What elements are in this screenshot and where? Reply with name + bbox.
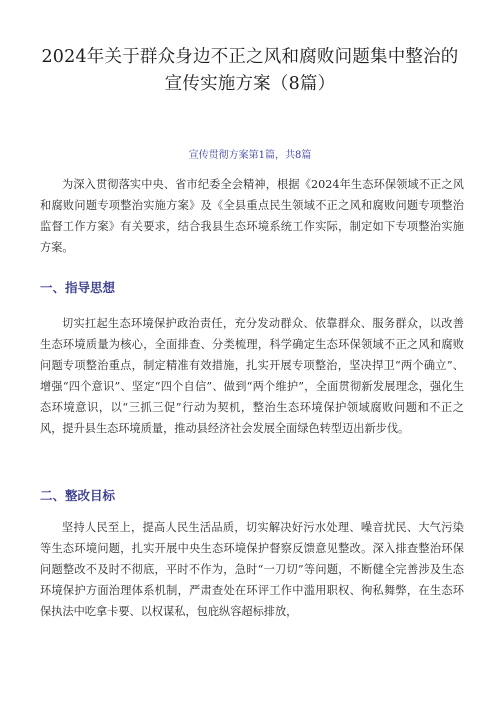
title-line-1: 2024年关于群众身边不正之风和腐败问题集中整治的 [41, 47, 459, 67]
title-line-2: 宣传实施方案（8篇） [164, 74, 336, 94]
section-paragraph-rectification-goals: 坚持人民至上，提高人民生活品质，切实解决好污水处理、噪音扰民、大气污染等生态环境问题，扎实开展中央生态环境保护督察反馈意见整改。深入排查整治环保问题整改不及时不彻底，平时不作为，急时“一刀切”等问题，不断健全完善涉及生态环境保护方面治理体系机制，严肃查处在环评工作中滥用职权、徇私舞弊，在生态环保执法中吃拿卡要、以权谋私，包庇纵容超标排放， [40, 521, 464, 618]
document-title [20, 44, 480, 98]
section-paragraph-guiding-ideology: 切实扛起生态环境保护政治责任，充分发动群众、依靠群众、服务群众，以改善生态环境质量为核心，全面排查、分类梳理，科学确定生态环保领域不正之风和腐败问题专项整治重点，制定精准有效措施，扎实开展专项整治，坚决捍卫“两个确立”、增强“四个意识”、坚定“四个自信”、做到“两个维护”，全面贯彻新发展理念，强化生态环境意识，以“三抓三促”行动为契机，整治生态环境保护领域腐败问题和不正之风，提升县生态环境质量，推动县经济社会发展全面绿色转型迈出新步伐。 [40, 317, 464, 435]
section-heading-rectification-goals: 二、整改目标 [40, 488, 116, 503]
intro-paragraph: 为深入贯彻落实中央、省市纪委全会精神，根据《2024年生态环保领域不正之风和腐败问题专项整治实施方案》及《全县重点民生领域不正之风和腐败问题专项整治监督工作方案》有关要求，结合我县生态环境系统工作实际，制定如下专项整治实施方案。 [40, 178, 464, 254]
document-subtitle: 宣传贯彻方案第1篇，共8篇 [188, 150, 312, 161]
section-heading-guiding-ideology: 一、指导思想 [40, 280, 116, 295]
